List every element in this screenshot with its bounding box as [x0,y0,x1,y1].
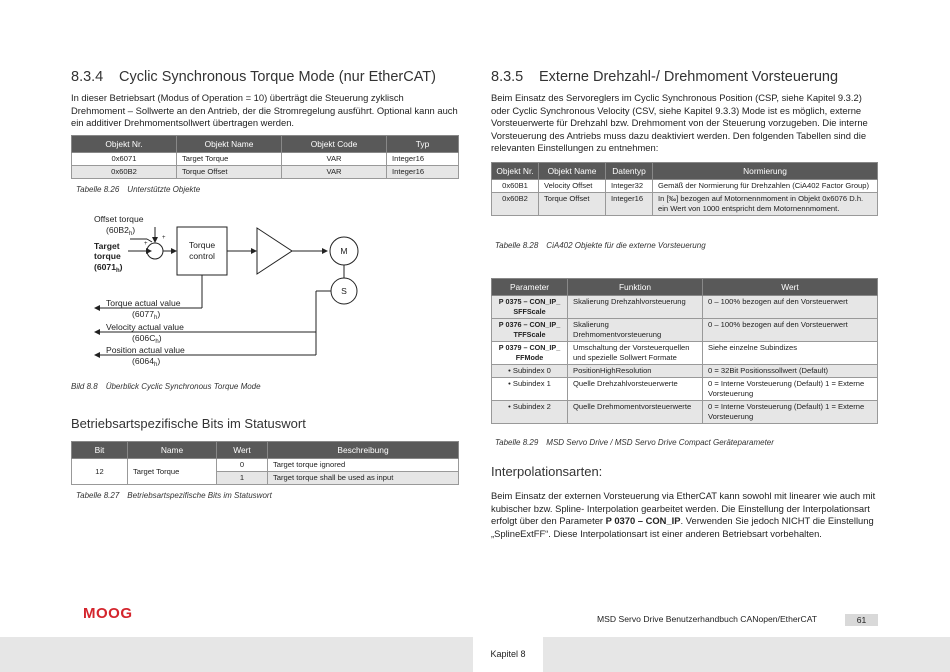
offset-line-diag [147,239,152,242]
amplifier-triangle [257,228,292,274]
torque-actual-label: Torque actual value [106,298,181,308]
amp-arrowhead [251,248,257,254]
chapter-tab: Kapitel 8 [473,637,543,672]
supported-objects-table [71,135,459,179]
interpolation-heading: Interpolationsarten: [491,464,603,479]
table-caption-8-29: Tabelle 8.29 MSD Servo Drive / MSD Servo Drive Compact Geräteparameter [495,438,774,447]
plus-sign-1: + [144,241,148,247]
table-row: P 0375 – CON_IP_ SFFScale Skalierung Drehzahlvorsteuerung 0 – 100% bezogen auf den Vorsteuerwert [492,296,878,319]
table-caption-8-26: Tabelle 8.26 Unterstützte Objekte [76,185,201,194]
th-parameter: Parameter [492,279,568,296]
interpolation-paragraph: Beim Einsatz der externen Vorsteuerung via EtherCAT kann sowohl mit linearer wie auch mit kubischer bzw. Spline- Interpolation gearbeitet werden. Die Einstellung der Interpolationsart erfolgt über den Parameter P 0370 – CON_IP. Verwenden Sie jedoch NICHT die Einstellung „SplineExtFF“. Diese Interpolationsart ist einer anderen Betriebsart vorbehalten. [491,490,876,539]
torque-mode-block-diagram [70,205,370,375]
interpolation-parameter: P 0370 – CON_IP [605,515,681,527]
table-row: P 0379 – CON_IP_ FFMode Umschaltung der Vorsteuerquellen und spezielle Sollwert Formate Siehe einzelne Subindizes [492,342,878,365]
table-row: • Subindex 1 Quelle Drehzahlvorsteuerwerte 0 = Interne Vorsteuerung (Default) 1 = Externe Vorsteuerung [492,378,878,401]
torque-control-label-1: Torque [188,240,216,250]
position-actual-label: Position actual value [106,345,185,355]
torque-control-label-2: control [189,251,215,261]
table-row: • Subindex 2 Quelle Drehmomentvorsteuerwerte 0 = Interne Vorsteuerung (Default) 1 = Externe Vorsteuerung [492,401,878,424]
table-row: 0x6071 Target Torque VAR Integer16 [72,153,459,166]
th-objekt-nr: Objekt Nr. [72,136,177,153]
table-row: 0x60B1 Velocity Offset Integer32 Gemäß der Normierung für Drehzahlen (CiA402 Factor Group) [492,180,878,193]
th-beschreibung: Beschreibung [268,442,459,459]
page-number: 61 [845,614,878,626]
table-row: P 0376 – CON_IP_ TFFScale Skalierung Drehmomentvorsteuerung 0 – 100% bezogen auf den Vorsteuerwert [492,319,878,342]
cia402-objects-table [491,162,878,216]
plus-sign-2: + [162,235,166,241]
sensor-label: S [341,286,347,296]
table-row: 12 Target Torque 0 Target torque ignored [72,459,459,472]
th-bit: Bit [72,442,128,459]
table-row: 0x60B2 Torque Offset Integer16 In [‰] bezogen auf Motornennmoment in Objekt 0x6076 D.h. ein Wert von 1000 entspricht dem Motornennmoment. [492,193,878,216]
status-bits-table [71,441,459,485]
intro-paragraph-right: Beim Einsatz des Servoreglers im Cyclic Synchronous Position (CSP, siehe Kapitel 9.3.2) oder Cyclic Synchronous Velocity (CSV, siehe Kapitel 9.3.3) Mode ist es möglich, externe Vorsteuerwerte für Drehzahl bzw. Drehmoment von der Steuerung vorzugeben. Die interne Vorsteuerung des Antriebs muss dazu deaktiviert werden. Den folgenden Tabellen sind die relevanten Einstellungen zu entnehmen: [491,92,868,154]
th-typ: Typ [387,136,459,153]
velocity-actual-arrowhead [94,329,100,335]
target-torque-code: $(6071_h)$ [94,262,123,274]
table-caption-8-28: Tabelle 8.28 CiA402 Objekte für die externe Vorsteuerung [495,241,706,250]
table-row: • Subindex 0 PositionHighResolution 0 = 32Bit Positionssollwert (Default) [492,365,878,378]
table-row: 1 Target torque shall be used as input [72,472,459,485]
figure-caption-8-8: Bild 8.8 Überblick Cyclic Synchronous Torque Mode [71,382,261,391]
manual-title: MSD Servo Drive Benutzerhandbuch CANopen/EtherCAT [597,614,818,624]
torque-actual-code: $(6077_h)$ [132,309,161,321]
table-caption-8-27: Tabelle 8.27 Betriebsartspezifische Bits im Statuswort [76,491,272,500]
section-heading-8-3-4: 8.3.4 Cyclic Synchronous Torque Mode (nur EtherCAT) [71,69,436,85]
th-normierung: Normierung [653,163,878,180]
th-datentyp: Datentyp [606,163,653,180]
th-funktion: Funktion [568,279,703,296]
th-wert: Wert [703,279,878,296]
th-objekt-code: Objekt Code [282,136,387,153]
torque-actual-arrowhead [94,305,100,311]
motor-label: M [340,246,348,256]
offset-arrowhead [152,237,158,243]
status-bits-heading: Betriebsartspezifische Bits im Statuswort [71,416,306,431]
motor-arrowhead [322,248,328,254]
moog-logo: MOOG [83,605,133,622]
velocity-actual-label: Velocity actual value [106,322,184,332]
position-actual-code: $(6064_h)$ [132,356,161,368]
position-actual-arrowhead [94,352,100,358]
intro-paragraph-left: In dieser Betriebsart (Modus of Operation = 10) überträgt die Steuerung zyklisch Drehmoment – Sollwerte an den Antrieb, der die Stromregelung ausführt. Optional kann auch ein additiver Drehmomentsollwert übertragen werden. [71,92,458,129]
th-name: Name [128,442,217,459]
target-torque-label-1: Target [94,241,120,251]
th-objekt-name: Objekt Name [177,136,282,153]
velocity-actual-code: $(606C_h)$ [132,333,162,345]
offset-torque-label: Offset torque [94,214,144,224]
offset-torque-code: $(60B2_h)$ [106,225,136,237]
section-heading-8-3-5: 8.3.5 Externe Drehzahl-/ Drehmoment Vorsteuerung [491,69,839,85]
th-wert: Wert [217,442,268,459]
target-torque-label-2: torque [94,251,121,261]
th-objekt-name: Objekt Name [539,163,606,180]
device-parameters-table [491,278,878,424]
th-objekt-nr: Objekt Nr. [492,163,539,180]
table-row: 0x60B2 Torque Offset VAR Integer16 [72,166,459,179]
control-arrowhead [171,248,177,254]
